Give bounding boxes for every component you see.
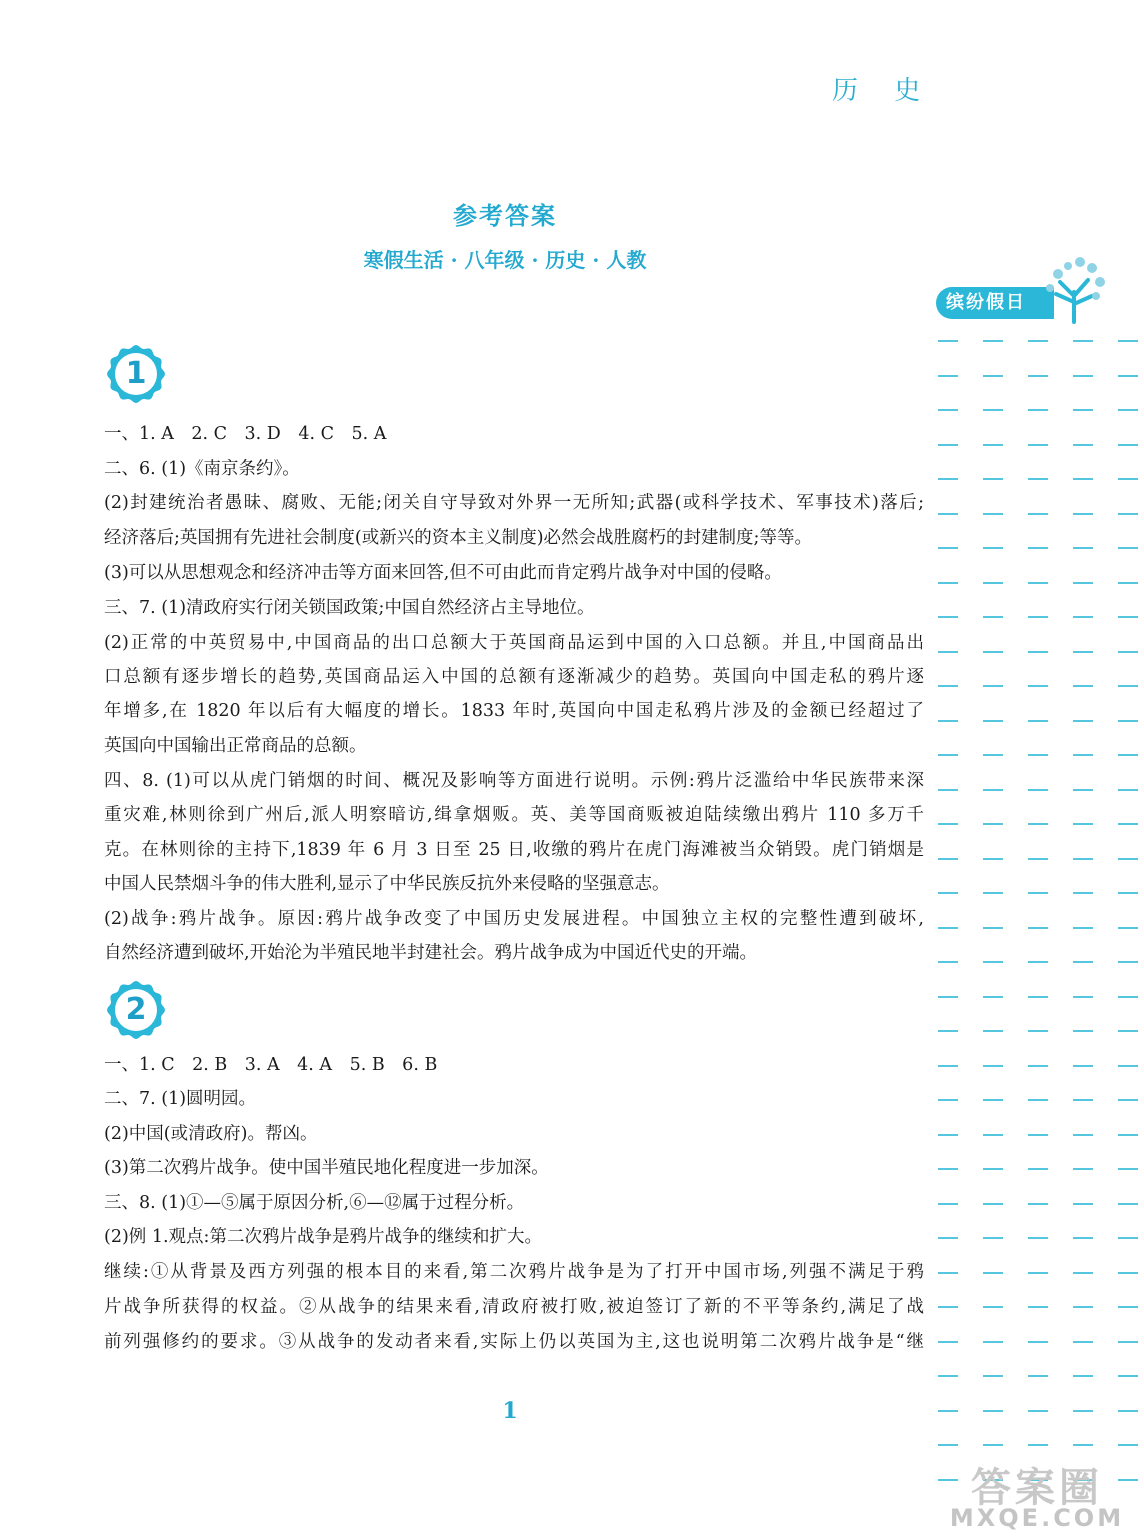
- dash-row: [938, 996, 1144, 998]
- dash-row: [938, 1306, 1144, 1308]
- answer-line: 年增多,在 1820 年以后有大幅度的增长。1833 年时,英国向中国走私鸦片涉及的金额已经超过了: [104, 701, 924, 721]
- dash-row: [938, 547, 1144, 549]
- dash-row: [938, 375, 1144, 377]
- answer-line: 自然经济遭到破坏,开始沦为半殖民地半封建社会。鸦片战争成为中国近代史的开端。: [104, 943, 758, 963]
- section-badge-2: [106, 980, 166, 1040]
- dash-row: [938, 1444, 1144, 1446]
- dash-row: [938, 651, 1144, 653]
- answer-line: (2)正常的中英贸易中,中国商品的出口总额大于英国商品运到中国的入口总额。并且,中国商品出: [104, 633, 924, 653]
- badge-label: 缤纷假日: [946, 292, 1026, 313]
- dash-row: [938, 616, 1144, 618]
- answer-line: (3)第二次鸦片战争。使中国半殖民地化程度进一步加深。: [104, 1158, 549, 1178]
- answer-line: (3)可以从思想观念和经济冲击等方面来回答,但不可由此而肯定鸦片战争对中国的侵略。: [104, 563, 782, 583]
- dash-row: [938, 823, 1144, 825]
- answer-line: 二、6. (1)《南京条约》。: [104, 459, 300, 479]
- dash-row: [938, 1410, 1144, 1412]
- section-number: 1: [125, 356, 147, 391]
- answer-line: 四、8. (1)可以从虎门销烟的时间、概况及影响等方面进行说明。示例:鸦片泛滥给中华民族带来深: [104, 771, 924, 791]
- dash-row: [938, 858, 1144, 860]
- answer-line: 口总额有逐步增长的趋势,英国商品运入中国的总额有逐渐减少的趋势。英国向中国走私的鸦片逐: [104, 667, 924, 687]
- dash-row: [938, 1065, 1144, 1067]
- answer-line: (2)战争:鸦片战争。原因:鸦片战争改变了中国历史发展进程。中国独立主权的完整性遭到破坏,: [104, 909, 924, 929]
- answer-line: 一、1. C 2. B 3. A 4. A 5. B 6. B: [104, 1055, 438, 1075]
- watermark-text: 答案圈: [971, 1465, 1103, 1511]
- section-badge-1: [106, 344, 166, 404]
- note-dash-lines: [938, 340, 1144, 1490]
- answer-line: 经济落后;英国拥有先进社会制度(或新兴的资本主义制度)必然会战胜腐朽的封建制度;等等。: [104, 528, 812, 548]
- answer-line: 一、1. A 2. C 3. D 4. C 5. A: [104, 424, 387, 444]
- dash-row: [938, 961, 1144, 963]
- answer-line: 中国人民禁烟斗争的伟大胜利,显示了中华民族反抗外来侵略的坚强意志。: [104, 874, 670, 894]
- page-subtitle: 寒假生活 · 八年级 · 历史 · 人教: [363, 248, 647, 272]
- answer-line: 前列强修约的要求。③从战争的发动者来看,实际上仍以英国为主,这也说明第二次鸦片战争是“继: [104, 1332, 924, 1352]
- page-number: 1: [502, 1398, 518, 1424]
- answer-line: (2)中国(或清政府)。帮凶。: [104, 1124, 318, 1144]
- dash-row: [938, 892, 1144, 894]
- dash-row: [938, 409, 1144, 411]
- dash-row: [938, 1168, 1144, 1170]
- dash-row: [938, 444, 1144, 446]
- answer-line: 英国向中国输出正常商品的总额。: [104, 736, 367, 756]
- answer-line: 克。在林则徐的主持下,1839 年 6 月 3 日至 25 日,收缴的鸦片在虎门海滩被当众销毁。虎门销烟是: [104, 840, 924, 860]
- answer-line: 继续:①从背景及西方列强的根本目的来看,第二次鸦片战争是为了打开中国市场,列强不满足于鸦: [104, 1262, 924, 1282]
- answer-line: (2)例 1.观点:第二次鸦片战争是鸦片战争的继续和扩大。: [104, 1227, 542, 1247]
- dash-row: [938, 1030, 1144, 1032]
- dash-row: [938, 1341, 1144, 1343]
- dash-row: [938, 513, 1144, 515]
- page-title: 参考答案: [453, 201, 557, 230]
- answer-line: 片战争所获得的权益。②从战争的结果来看,清政府被打败,被迫签订了新的不平等条约,满足了战: [104, 1297, 924, 1317]
- answer-line: 二、7. (1)圆明园。: [104, 1089, 257, 1109]
- dash-row: [938, 478, 1144, 480]
- watermark-logo: [934, 1456, 1140, 1534]
- dash-row: [938, 340, 1144, 342]
- answer-line: 三、8. (1)①—⑤属于原因分析,⑥—⑫属于过程分析。: [104, 1193, 525, 1213]
- answer-line: 三、7. (1)清政府实行闭关锁国政策;中国自然经济占主导地位。: [104, 598, 595, 618]
- holiday-badge: [936, 252, 1144, 332]
- tree-icon: [1044, 252, 1108, 324]
- section-number: 2: [125, 992, 147, 1027]
- dash-row: [938, 1237, 1144, 1239]
- answer-line: 重灾难,林则徐到广州后,派人明察暗访,缉拿烟贩。英、美等国商贩被迫陆续缴出鸦片 110 多万千: [104, 805, 924, 825]
- dash-row: [938, 1099, 1144, 1101]
- dash-row: [938, 685, 1144, 687]
- dash-row: [938, 1203, 1144, 1205]
- dash-row: [938, 1375, 1144, 1377]
- dash-row: [938, 720, 1144, 722]
- dash-row: [938, 1134, 1144, 1136]
- dash-row: [938, 927, 1144, 929]
- watermark-url: MXQE.COM: [949, 1504, 1125, 1532]
- dash-row: [938, 1272, 1144, 1274]
- subject-header: 历 史: [832, 76, 935, 106]
- dash-row: [938, 789, 1144, 791]
- answer-line: (2)封建统治者愚昧、腐败、无能;闭关自守导致对外界一无所知;武器(或科学技术、军事技术)落后;: [104, 493, 924, 513]
- dash-row: [938, 754, 1144, 756]
- dash-row: [938, 582, 1144, 584]
